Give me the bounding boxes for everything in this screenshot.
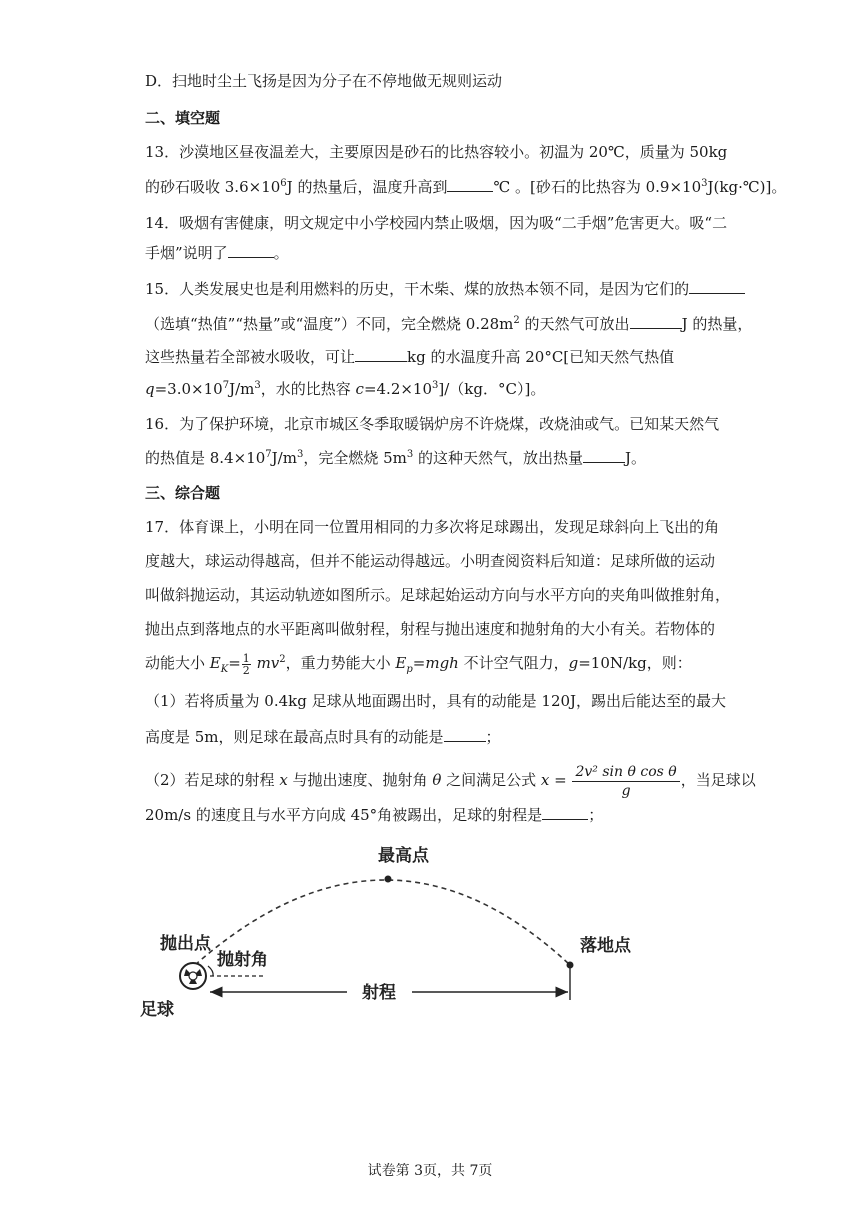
q15-exp-2: 7 <box>222 380 230 391</box>
q15-text-1: 15．人类发展史也是利用燃料的历史，干木柴、煤的放热本领不同，是因为它们的 <box>145 280 690 298</box>
launch-label: 抛出点 <box>160 934 211 954</box>
ball-label: 足球 <box>140 1000 174 1020</box>
question-17-line-2: 度越大，球运动得越高，但并不能运动得越远。小明查阅资料后知道：足球所做的运动 <box>145 552 716 570</box>
formula-denominator: g <box>621 782 631 799</box>
question-14-line-1: 14．吸烟有害健康，明文规定中小学校园内禁止吸烟，因为吸“二手烟”危害更大。吸“二 <box>145 214 728 232</box>
q13-answer-blank[interactable] <box>447 177 493 192</box>
q17-text-2: ，重力势能大小 <box>285 654 396 672</box>
formula-numerator: 2v² sin θ cos θ <box>572 763 679 782</box>
q16-text-1: 的热值是 8.4×10 <box>145 449 266 467</box>
question-15-line-1 <box>145 278 745 300</box>
q17-2-answer-blank[interactable] <box>542 805 588 820</box>
q15-answer-blank-2[interactable] <box>630 314 682 329</box>
question-14-line-2 <box>145 242 289 264</box>
q15-exp-3: 3 <box>254 380 261 391</box>
range-label: 射程 <box>362 983 396 1003</box>
q17-mv-exp: 2 <box>279 654 286 665</box>
q13-text-1: 的砂石吸收 3.6×10 <box>145 178 281 196</box>
q15-answer-blank-3[interactable] <box>355 347 407 362</box>
range-formula-fraction <box>572 763 679 800</box>
q15-text-10: =4.2×10 <box>363 380 433 398</box>
question-17-part-2-line-1 <box>145 762 756 800</box>
q17-2-text-6: ； <box>588 806 604 824</box>
q17-text-3: 不计空气阻力， <box>458 654 569 672</box>
q15-exp-1: 2 <box>513 315 520 326</box>
q17-sub-k: K <box>220 664 229 675</box>
question-17-line-1: 17．体育课上，小明在同一位置用相同的力多次将足球踢出，发现足球斜向上飞出的角 <box>145 518 720 536</box>
football-icon <box>180 963 206 989</box>
peak-label: 最高点 <box>378 846 429 866</box>
q17-text-4: =10N/kg，则： <box>578 654 692 672</box>
question-13-line-2 <box>145 176 786 198</box>
question-16-line-2 <box>145 447 646 469</box>
q16-text-2: J/m <box>271 449 297 467</box>
q17-half-fraction <box>242 653 251 676</box>
q16-exp-3: 3 <box>406 449 414 460</box>
q16-text-3: ，完全燃烧 5m <box>303 449 407 467</box>
q17-2-var-x: x <box>279 771 288 789</box>
option-d: D．扫地时尘土飞扬是因为分子在不停地做无规则运动 <box>145 72 503 90</box>
q13-text-3: ℃ 。[砂石的比热容为 0.9×10 <box>493 178 702 196</box>
q15-text-3: 的天然气可放出 <box>519 315 630 333</box>
q15-answer-blank-1[interactable] <box>689 279 745 294</box>
angle-label: 抛射角 <box>217 950 268 970</box>
q17-1-text-2: ； <box>485 728 501 746</box>
q15-var-q: q <box>145 380 155 398</box>
question-15-line-4 <box>145 378 545 400</box>
q13-exp-1: 6 <box>280 178 287 189</box>
section-heading-fill-in: 二、填空题 <box>145 109 221 127</box>
q16-text-5: J。 <box>625 449 647 467</box>
q16-exp-1: 7 <box>265 449 272 460</box>
q17-2-eq: = <box>549 771 572 789</box>
question-17-part-2-line-2 <box>145 804 603 826</box>
q15-text-9: ，水的比热容 <box>260 380 356 398</box>
q15-var-c: c <box>355 380 364 398</box>
q16-answer-blank[interactable] <box>583 448 625 463</box>
landing-point <box>567 962 574 969</box>
peak-point <box>385 876 392 883</box>
question-13-line-1: 13．沙漠地区昼夜温差大，主要原因是砂石的比热容较小。初温为 20℃，质量为 50kg <box>145 143 728 161</box>
q14-text-1: 手烟”说明了 <box>145 244 228 262</box>
question-17-line-5 <box>145 652 692 676</box>
q15-exp-4: 3 <box>432 380 439 391</box>
projectile-diagram <box>140 835 660 1025</box>
question-15-line-3 <box>145 346 674 368</box>
q17-1-answer-blank[interactable] <box>444 727 486 742</box>
question-17-part-1-line-1: （1）若将质量为 0.4kg 足球从地面踢出时，具有的动能是 120J，踢出后能达至的最大 <box>145 692 727 710</box>
question-17-line-4: 抛出点到落地点的水平距离叫做射程，射程与抛出速度和抛射角的大小有关。若物体的 <box>145 620 716 638</box>
question-17-line-3: 叫做斜抛运动，其运动轨迹如图所示。足球起始运动方向与水平方向的夹角叫做推射角， <box>145 586 731 604</box>
fraction-denominator: 2 <box>242 663 250 677</box>
q17-2-var-x2: x <box>540 771 550 789</box>
question-16-line-1: 16．为了保护环境，北京市城区冬季取暖锅炉房不许烧煤，改烧油或气。已知某天然气 <box>145 415 720 433</box>
q15-text-11: ]/（kg．°C）]。 <box>438 380 546 398</box>
q15-text-2: （选填“热值”“热量”或“温度”）不同，完全燃烧 0.28m <box>145 315 514 333</box>
q16-text-4: 的这种天然气，放出热量 <box>413 449 584 467</box>
q17-2-text-4: ，当足球以 <box>680 771 756 789</box>
q17-text-1: 动能大小 <box>145 654 210 672</box>
q17-1-text-1: 高度是 5m，则足球在最高点时具有的动能是 <box>145 728 444 746</box>
q17-sub-p: p <box>406 664 413 675</box>
q17-var-g: g <box>568 654 579 672</box>
q17-2-var-theta: θ <box>432 771 442 789</box>
q17-2-text-3: 之间满足公式 <box>441 771 541 789</box>
q17-mv: mv <box>251 654 280 672</box>
question-15-line-2 <box>145 313 752 335</box>
q17-2-text-2: 与抛出速度、抛射角 <box>287 771 433 789</box>
q17-2-text-5: 20m/s 的速度且与水平方向成 45°角被踢出，足球的射程是 <box>145 806 543 824</box>
section-heading-comprehensive: 三、综合题 <box>145 484 221 502</box>
landing-label: 落地点 <box>580 936 631 956</box>
q15-text-4: J 的热量， <box>681 315 753 333</box>
q15-text-5: 这些热量若全部被水吸收，可让 <box>145 348 356 366</box>
q17-eq: = <box>228 654 241 672</box>
q17-mgh: =mgh <box>412 654 459 672</box>
q15-text-8: J/m <box>229 380 255 398</box>
q15-text-7: =3.0×10 <box>154 380 223 398</box>
q14-answer-blank[interactable] <box>228 243 274 258</box>
q13-text-4: J(kg·℃)]。 <box>707 178 787 196</box>
q17-2-text-1: （2）若足球的射程 <box>145 771 280 789</box>
page-footer: 试卷第 3页，共 7页 <box>367 1163 493 1179</box>
q13-exp-2: 3 <box>701 178 708 189</box>
angle-arc <box>208 966 213 976</box>
q16-exp-2: 3 <box>296 449 304 460</box>
q14-text-2: 。 <box>273 244 289 262</box>
q15-text-6: kg 的水温度升高 20°C[已知天然气热值 <box>407 348 675 366</box>
fraction-numerator: 1 <box>242 651 250 665</box>
q13-text-2: J 的热量后，温度升高到 <box>286 178 448 196</box>
question-17-part-1-line-2 <box>145 726 501 748</box>
q17-var-ek: E <box>209 654 221 672</box>
q17-var-ep: E <box>395 654 407 672</box>
